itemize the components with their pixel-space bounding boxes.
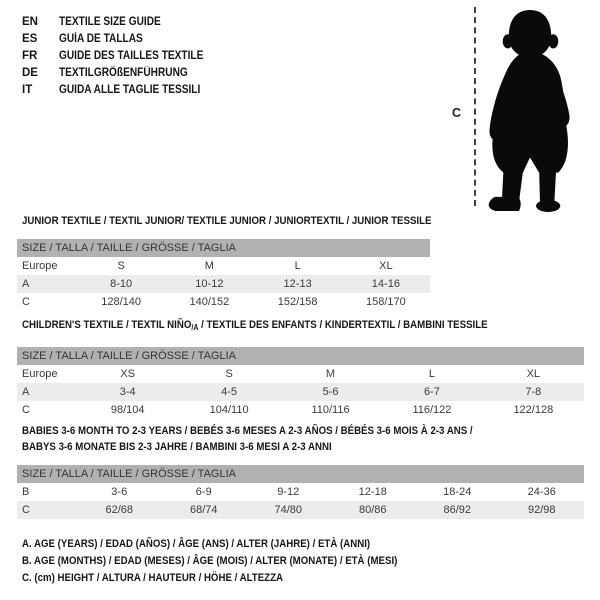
table-cell: XL bbox=[526, 368, 541, 380]
legend-code: IT bbox=[22, 84, 33, 96]
table-cell: 12-18 bbox=[358, 486, 387, 498]
table-cell: 3-4 bbox=[119, 386, 136, 398]
legend-row-fr bbox=[22, 48, 223, 65]
table-row-europe bbox=[17, 365, 584, 383]
legend-label: TEXTILE SIZE GUIDE bbox=[59, 16, 161, 28]
section-title-babies bbox=[22, 423, 534, 455]
table-cell: 4-5 bbox=[221, 386, 238, 398]
table-cell: 9-12 bbox=[277, 486, 300, 498]
table-cell: XS bbox=[120, 368, 136, 380]
height-measure-line bbox=[474, 7, 476, 206]
table-cell: L bbox=[428, 368, 435, 380]
row-label: A bbox=[22, 278, 30, 290]
legend-code: EN bbox=[22, 16, 38, 28]
table-cell: M bbox=[204, 260, 214, 272]
table-size-header: SIZE / TALLA / TAILLE / GRÖSSE / TAGLIA bbox=[17, 239, 430, 257]
table-row-age-months bbox=[17, 483, 584, 501]
footnotes bbox=[22, 536, 449, 587]
section-title-text-line1: BABIES 3-6 MONTH TO 2-3 YEARS / BEBÉS 3-6 MESES A 2-3 AÑOS / BÉBÉS 3-6 MOIS À 2-3 ANS / bbox=[22, 425, 473, 437]
legend-label: GUIDE DES TAILLES TEXTILE bbox=[59, 50, 204, 62]
table-cell: 62/68 bbox=[105, 504, 134, 516]
section-title-text-line2: BABYS 3-6 MONATE BIS 2-3 JAHRE / BAMBINI 3-6 MESI A 2-3 ANNI bbox=[22, 441, 332, 453]
table-size-header: SIZE / TALLA / TAILLE / GRÖSSE / TAGLIA bbox=[17, 465, 584, 483]
row-label: C bbox=[22, 296, 30, 308]
legend-row-es bbox=[22, 31, 223, 48]
table-cell: XL bbox=[379, 260, 393, 272]
table-cell: 122/128 bbox=[513, 404, 554, 416]
legend-label: TEXTILGRÖßENFÜHRUNG bbox=[59, 67, 188, 79]
language-legend bbox=[22, 14, 223, 99]
table-row-height bbox=[17, 501, 584, 519]
section-title-children bbox=[22, 317, 551, 336]
section-title-text: CHILDREN'S TEXTILE / TEXTIL $NIÑO_{/A}$ / TEXTILE DES ENFANTS / KINDERTEXTIL / BAMBINI TESSILE bbox=[22, 319, 488, 332]
table-cell: 12-13 bbox=[283, 278, 312, 290]
section-title-text: JUNIOR TEXTILE / TEXTIL JUNIOR/ TEXTILE JUNIOR / JUNIORTEXTIL / JUNIOR TESSILE bbox=[22, 215, 432, 227]
table-cell: L bbox=[294, 260, 301, 272]
baby-silhouette-icon bbox=[481, 4, 583, 214]
table-cell: 128/140 bbox=[101, 296, 141, 308]
note-c: C. (cm) HEIGHT / ALTURA / HAUTEUR / HÖHE / ALTEZZA bbox=[22, 572, 284, 584]
table-cell: 24-36 bbox=[527, 486, 556, 498]
legend-code: FR bbox=[22, 50, 38, 62]
table-row-height bbox=[17, 293, 430, 311]
row-label: A bbox=[22, 386, 30, 398]
table-cell: 80/86 bbox=[358, 504, 387, 516]
table-cell: S bbox=[225, 368, 233, 380]
table-cell: 158/170 bbox=[365, 296, 406, 308]
row-label: C bbox=[22, 504, 30, 516]
table-cell: 68/74 bbox=[189, 504, 218, 516]
table-cell: 104/110 bbox=[209, 404, 249, 416]
legend-row-de bbox=[22, 65, 223, 82]
note-b: B. AGE (MONTHS) / EDAD (MESES) / ÂGE (MOIS) / ALTER (MONATE) / ETÀ (MESI) bbox=[22, 555, 398, 567]
legend-label: GUIDA ALLE TAGLIE TESSILI bbox=[59, 84, 201, 96]
table-cell: 7-8 bbox=[525, 386, 542, 398]
legend-label: GUÍA DE TALLAS bbox=[59, 33, 143, 45]
note-a: A. AGE (YEARS) / EDAD (AÑOS) / ÂGE (ANS) / ALTER (JAHRE) / ETÀ (ANNI) bbox=[22, 538, 371, 550]
table-cell: 3-6 bbox=[111, 486, 128, 498]
table-cell: S bbox=[117, 260, 125, 272]
children-size-table bbox=[17, 347, 584, 419]
table-cell: 6-7 bbox=[423, 386, 440, 398]
height-measure-label: C bbox=[452, 106, 462, 120]
table-cell: 86/92 bbox=[443, 504, 472, 516]
table-row-age bbox=[17, 383, 584, 401]
table-row-height bbox=[17, 401, 584, 419]
table-cell: 152/158 bbox=[277, 296, 318, 308]
table-cell: 110/116 bbox=[311, 404, 350, 416]
table-cell: 5-6 bbox=[322, 386, 339, 398]
babies-size-table bbox=[17, 465, 584, 519]
table-cell: 92/98 bbox=[527, 504, 556, 516]
table-cell: 98/104 bbox=[110, 404, 145, 416]
table-cell: 6-9 bbox=[195, 486, 212, 498]
table-cell: 140/152 bbox=[189, 296, 230, 308]
row-label: Europe bbox=[22, 368, 58, 380]
table-cell: 10-12 bbox=[195, 278, 224, 290]
table-cell: 18-24 bbox=[443, 486, 472, 498]
legend-code: ES bbox=[22, 33, 38, 45]
section-title-junior bbox=[22, 213, 487, 229]
table-cell: 116/122 bbox=[412, 404, 452, 416]
table-row-europe bbox=[17, 257, 430, 275]
row-label: C bbox=[22, 404, 30, 416]
legend-row-en bbox=[22, 14, 223, 31]
legend-code: DE bbox=[22, 67, 38, 79]
legend-row-it bbox=[22, 82, 223, 99]
junior-size-table bbox=[17, 239, 430, 311]
table-cell: 74/80 bbox=[274, 504, 303, 516]
row-label: B bbox=[22, 486, 30, 498]
table-size-header: SIZE / TALLA / TAILLE / GRÖSSE / TAGLIA bbox=[17, 347, 584, 365]
row-label: Europe bbox=[22, 260, 58, 272]
table-cell: 8-10 bbox=[110, 278, 133, 290]
table-cell: M bbox=[325, 368, 336, 380]
table-row-age bbox=[17, 275, 430, 293]
table-cell: 14-16 bbox=[371, 278, 400, 290]
